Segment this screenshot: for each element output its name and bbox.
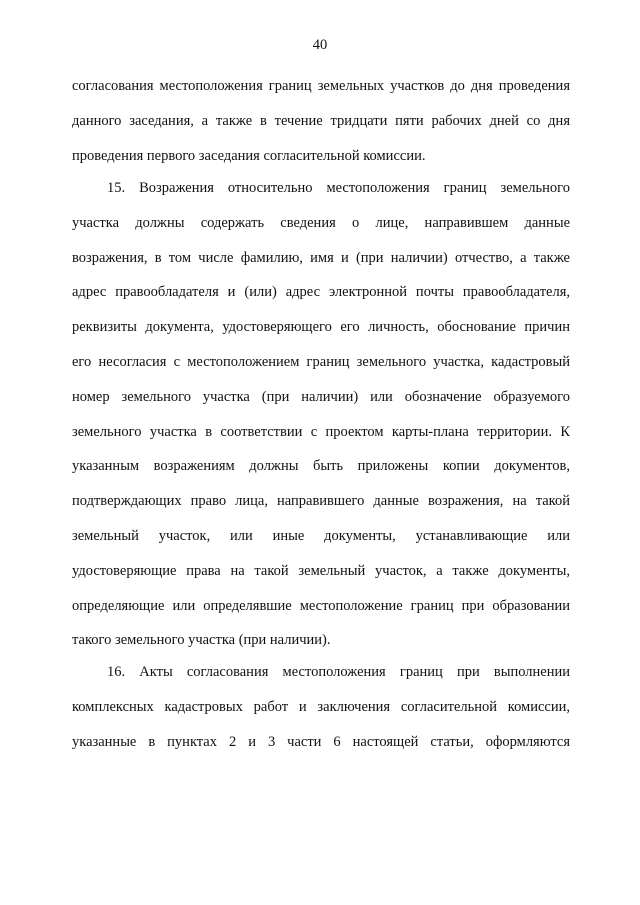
text-line: согласования местоположения границ земельных участков до дня проведения — [72, 78, 570, 94]
text-line: 15. Возражения относительно местоположения границ земельного — [107, 180, 570, 196]
paragraph-continuation — [72, 69, 570, 173]
text-line: такого земельного участка (при наличии). — [72, 632, 331, 649]
text-line: 16. Акты согласования местоположения границ при выполнении — [107, 664, 570, 680]
text-line: участка должны содержать сведения о лице, направившем данные — [72, 214, 570, 231]
page-number: 40 — [312, 37, 328, 53]
text-line: подтверждающих право лица, направившего данные возражения, на такой — [72, 493, 570, 510]
text-line: реквизиты документа, удостоверяющего его личность, обоснование причин — [72, 319, 570, 336]
text-line: данного заседания, а также в течение тридцати пяти рабочих дней со дня — [72, 112, 570, 129]
text-line: возражения, в том числе фамилию, имя и (при наличии) отчество, а также — [72, 249, 570, 266]
text-line: адрес правообладателя и (или) адрес электронной почты правообладателя, — [72, 284, 570, 301]
text-line: комплексных кадастровых работ и заключения согласительной комиссии, — [72, 698, 570, 715]
paragraph-item-15 — [72, 171, 570, 658]
text-line: указанные в пунктах 2 и 3 части 6 настоящей статьи, оформляются — [72, 733, 570, 750]
text-line: определяющие или определявшие местоположение границ при образовании — [72, 597, 570, 614]
text-line: проведения первого заседания согласительной комиссии. — [72, 147, 426, 164]
text-line: удостоверяющие права на такой земельный участок, а также документы, — [72, 562, 570, 579]
text-line: земельный участок, или иные документы, устанавливающие или — [72, 527, 570, 544]
text-line: его несогласия с местоположением границ земельного участка, кадастровый — [72, 353, 570, 370]
text-line: указанным возражениям должны быть приложены копии документов, — [72, 458, 570, 475]
paragraph-item-16 — [72, 655, 570, 759]
text-line: земельного участка в соответствии с проектом карты-плана территории. К — [72, 423, 570, 440]
text-line: номер земельного участка (при наличии) или обозначение образуемого — [72, 388, 570, 405]
